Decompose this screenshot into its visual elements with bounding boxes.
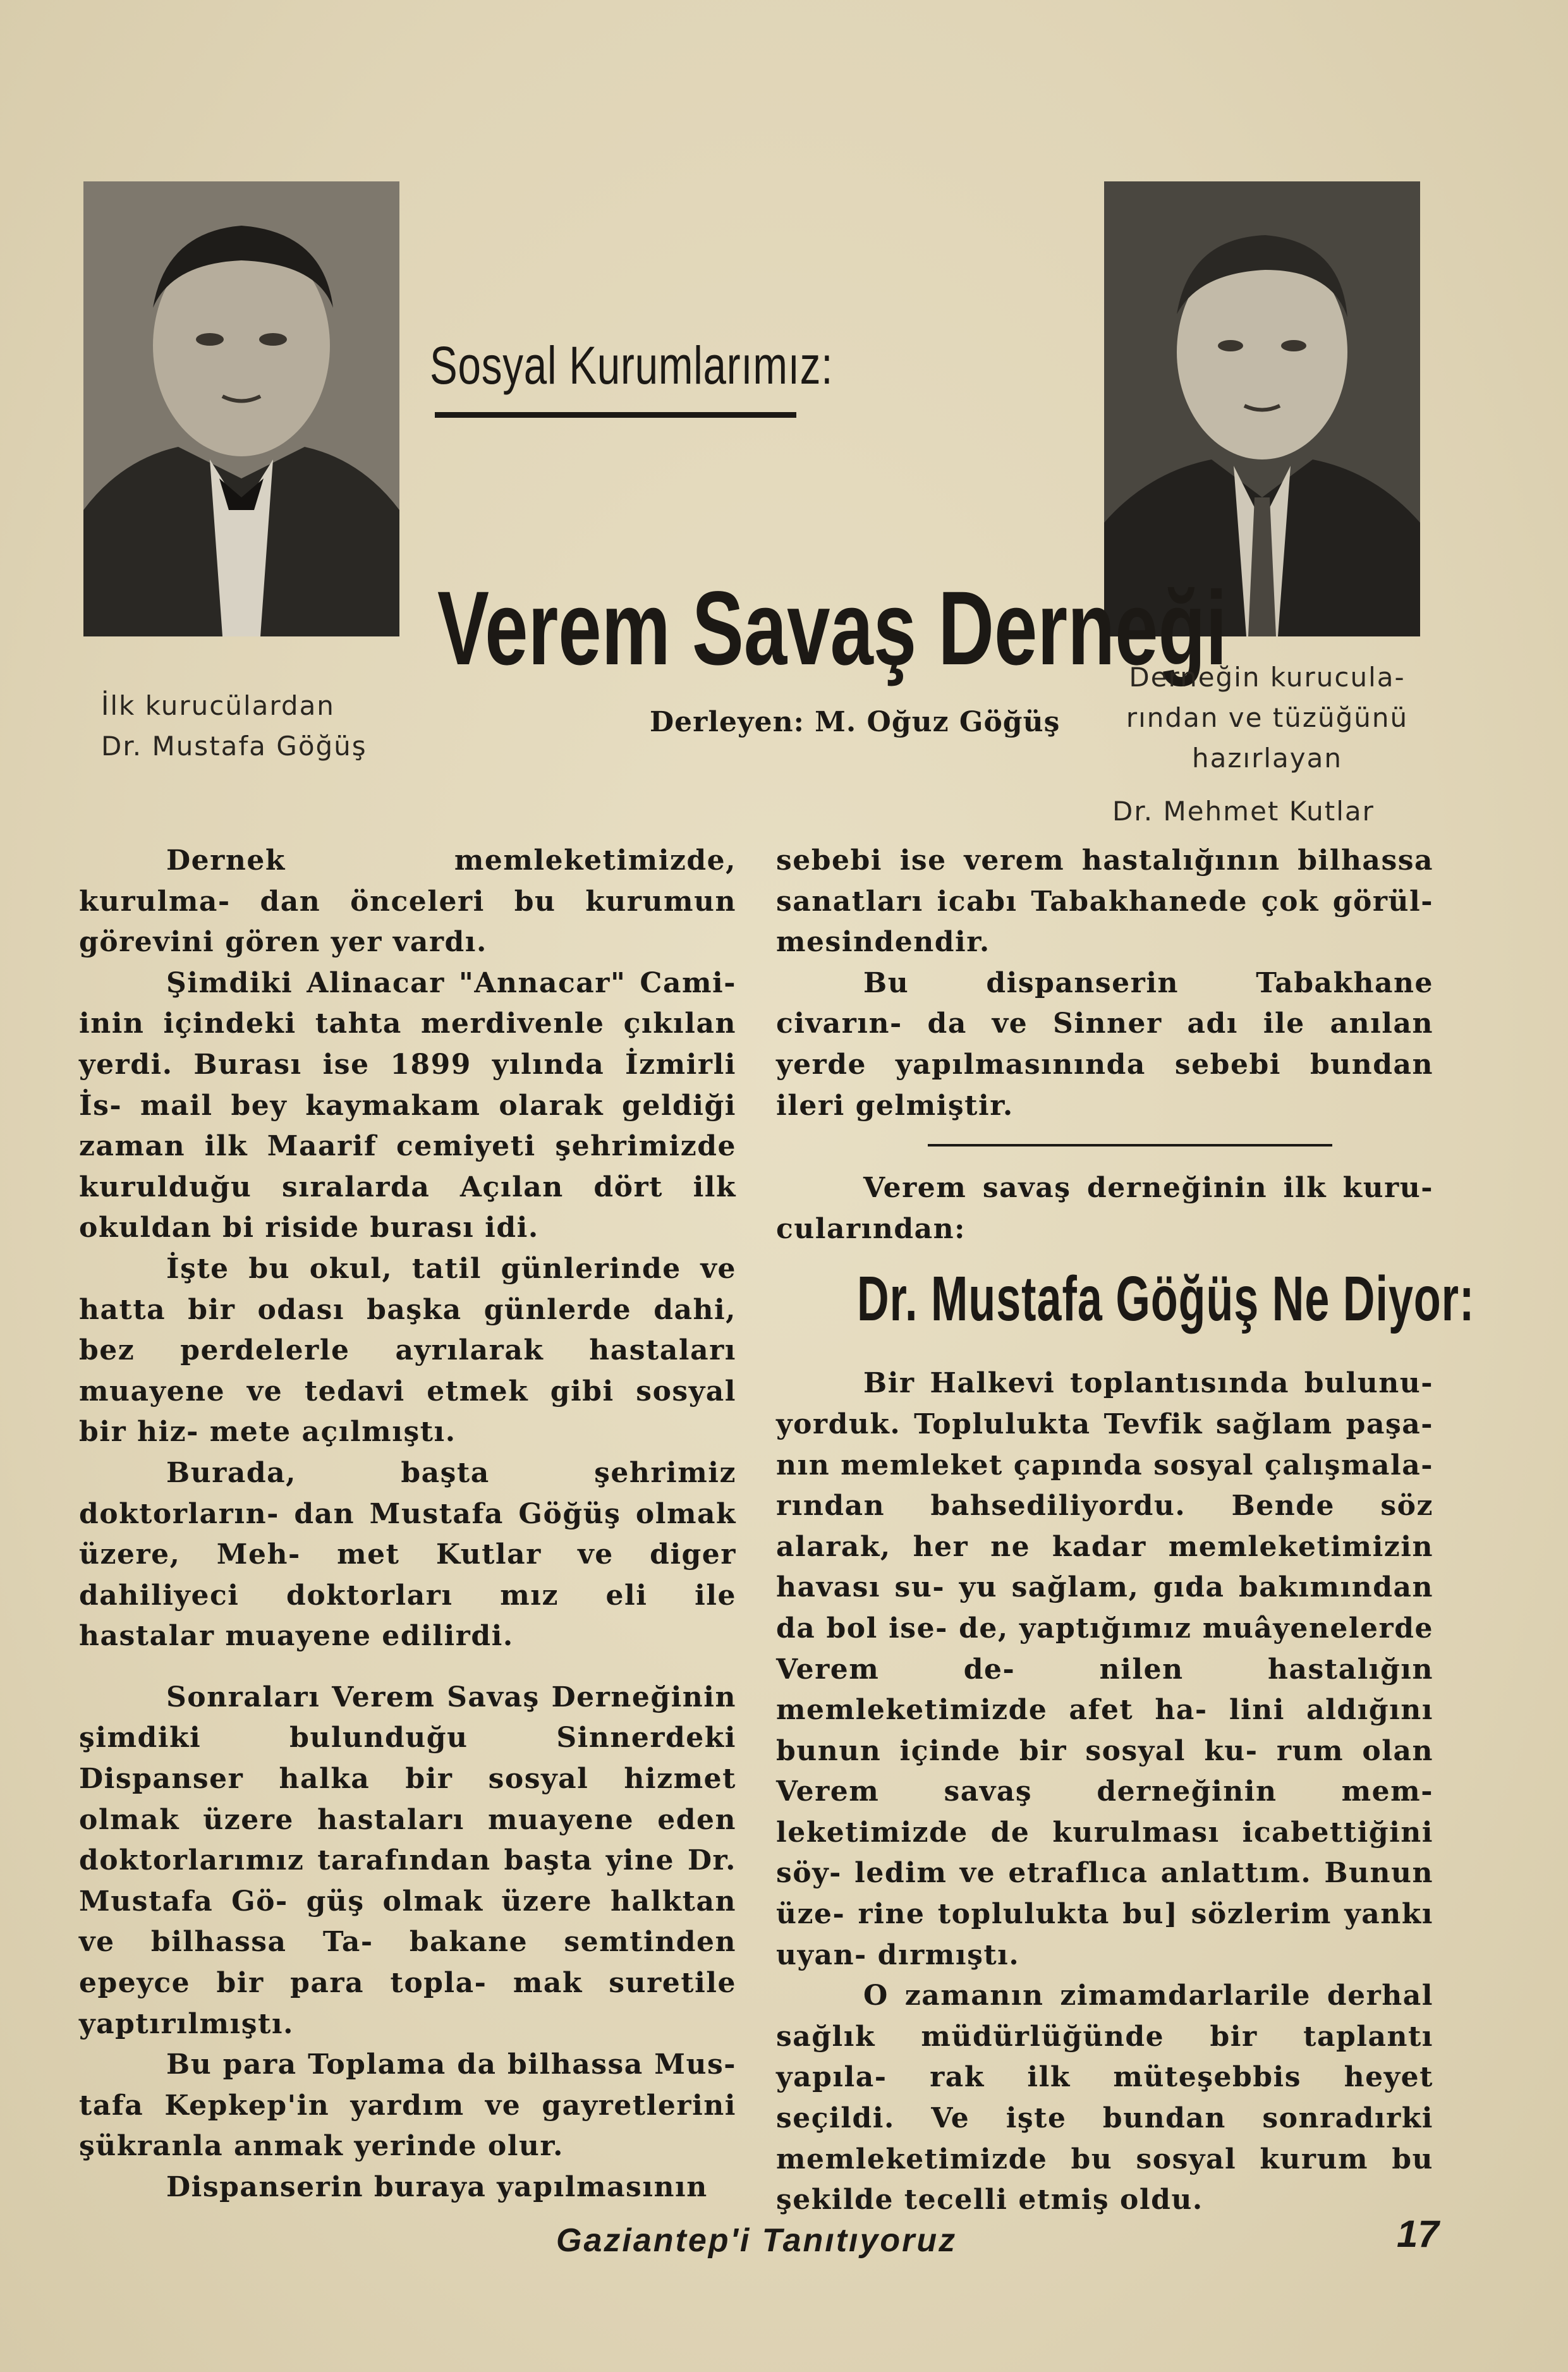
caption-right-line: Dr. Mehmet Kutlar — [1112, 796, 1375, 827]
footer-title: Gaziantep'i Tanıtıyoruz — [556, 2222, 957, 2259]
byline: Derleyen: M. Oğuz Göğüş — [650, 706, 1061, 738]
paragraph: İşte bu okul, tatil günlerinde ve hatta bir odası başka günlerde dahi, bez perdelerle ayrılarak hastaları muayene ve tedavi etmek gibi sosyal bir hiz- mete açılmıştı. — [79, 1252, 736, 1449]
caption-right-line: rından ve tüzüğünü — [1126, 702, 1409, 733]
section-divider — [928, 1144, 1332, 1146]
paragraph: sebebi ise verem hastalığının bilhassa sanatları icabı Tabakhanede çok görül- mesindendir. — [776, 844, 1433, 959]
caption-left — [101, 686, 367, 767]
intro-line: Verem savaş derneğinin ilk kuru- cularından: — [776, 1172, 1433, 1245]
section-kicker: Sosyal Kurumlarımız: — [430, 336, 834, 395]
paragraph: Dernek memleketimizde, kurulma- dan önceleri bu kurumun görevini gören yer vardı. — [79, 844, 736, 959]
caption-left-line: Dr. Mustafa Göğüş — [101, 731, 367, 762]
portrait-mehmet-kutlar — [1104, 181, 1420, 636]
paragraph: Dispanserin buraya yapılmasının — [166, 2171, 708, 2203]
paragraph: Bir Halkevi toplantısında bulunu- yorduk. Toplulukta Tevfik sağlam paşa- nın memleket çapında sosyal çalışmala- rından bahsediliyordu. Bende söz alarak, her ne kadar memleketimizin havası su- yu sağlam, gıda bakımından da bol ise- de, yaptığımız muâyenelerde Verem de- nilen hastalığın memleketimizde afet ha- lini aldığını bunun içinde bir sosyal ku- rum olan Verem savaş derneğinin mem- leketimizde de kurulması icabettiğini söy- ledim ve etraflıca anlattım. Bunun üze- rine toplulukta bu] sözlerim yankı uyan- dırmıştı. — [776, 1367, 1433, 1971]
caption-right-line: hazırlayan — [1192, 743, 1342, 774]
paragraph: O zamanın zimamdarlarile derhal sağlık müdürlüğünde bir taplantı yapıla- rak ilk müteşebbis heyet seçildi. Ve işte bundan sonradırki memleketimizde bu sosyal kurum bu şekilde tecelli etmiş oldu. — [776, 1980, 1433, 2217]
paragraph: Bu para Toplama da bilhassa Mus- tafa Kepkep'in yardım ve gayretlerini şükranla anmak yerinde olur. — [79, 2048, 736, 2163]
caption-right — [1103, 657, 1431, 832]
left-column — [79, 841, 736, 2208]
caption-left-line: İlk kurucülardan — [101, 690, 335, 721]
paragraph: Sonraları Verem Savaş Derneğinin şimdiki bulunduğu Sinnerdeki Dispanser halka bir sosyal hizmet olmak üzere hastaları muayene eden doktorlarımız tarafından başta yine Dr. Mustafa Gö- güş olmak üzere halktan ve bilhassa Ta- bakane semtinden epeyce bir para topla- mak suretile yaptırılmıştı. — [79, 1681, 736, 2040]
kicker-underline — [435, 412, 796, 418]
paragraph: Şimdiki Alinacar "Annacar" Cami- inin içindeki tahta merdivenle çıkılan yerdi. Burası ise 1899 yılında İzmirli İs- mail bey kaymakam olarak geldiği zaman ilk Maarif cemiyeti şehrimizde kurulduğu sıralarda Açılan dört ilk okuldan bi riside burası idi. — [79, 966, 736, 1244]
paragraph: Burada, başta şehrimiz doktorların- dan Mustafa Göğüş olmak üzere, Meh- met Kutlar ve diger dahiliyeci doktorları mız eli ile hastalar muayene edilirdi. — [79, 1456, 736, 1653]
page-number: 17 — [1397, 2213, 1439, 2255]
caption-right-line: Derneğin kurucula- — [1129, 662, 1406, 693]
right-column — [776, 841, 1475, 2221]
interview-subhead: Dr. Mustafa Göğüş Ne Diyor: — [857, 1263, 1475, 1335]
article-headline: Verem Savaş Derneği — [437, 570, 1227, 687]
paragraph: Bu dispanserin Tabakhane civarın- da ve Sinner adı ile anılan yerde yapılmasınında sebebi bundan ileri gelmiştir. — [776, 966, 1433, 1122]
portrait-mustafa-gogus — [83, 181, 399, 636]
